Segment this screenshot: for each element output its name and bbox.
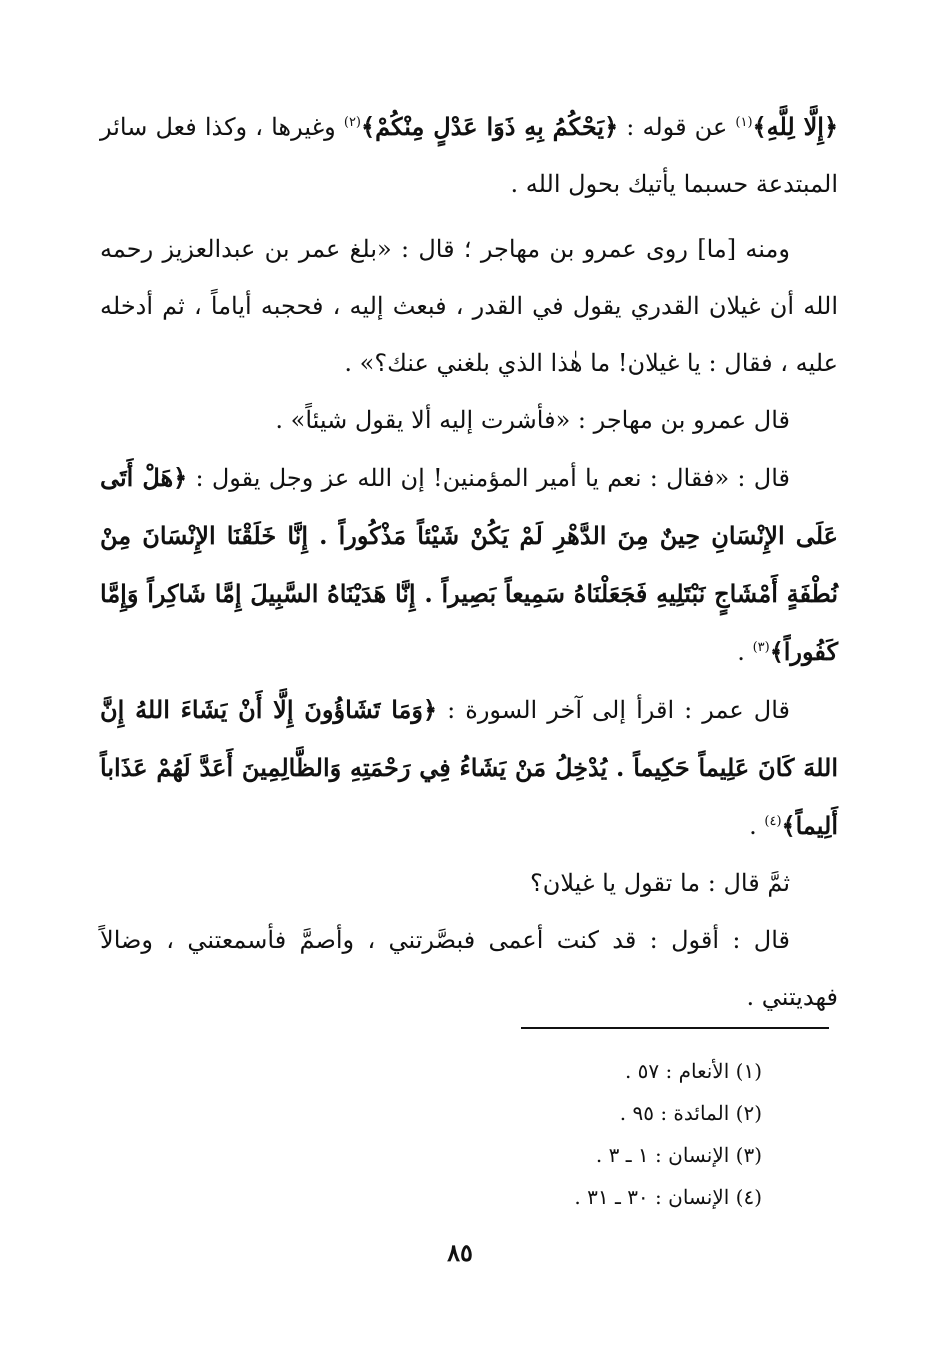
footnotes [480,1050,762,1218]
paragraph-text: وغيرها ، وكذا فعل سائر المبتدعة حسبما يأتيك بحول الله . [100,113,838,198]
footnote-ref-1: (١) [735,115,753,130]
paragraph-6: ثمَّ قال : ما تقول يا غيلان؟ [529,869,790,897]
quran-quote: ﴿إِلَّا لِلَّهِ﴾ [752,112,839,141]
main-text [100,98,838,1026]
paragraph-text: . [737,638,753,666]
quran-quote: ﴿يَحْكُمُ بِهِ ذَوَا عَدْلٍ مِنْكُمْ﴾ [361,112,619,141]
paragraph-text: عن قوله : [618,113,736,141]
footnote-1: (١) الأنعام : ٥٧ . [624,1059,762,1083]
paragraph-text: قال : «فقال : نعم يا أمير المؤمنين! إن الله عز وجل يقول : [187,464,790,492]
paragraph-7: قال : أقول : قد كنت أعمى فبصَّرتني ، وأصمَّ فأسمعتني ، وضالاً فهديتني . [100,926,838,1011]
paragraph-text: قال عمر : اقرأ إلى آخر السورة : [437,696,790,724]
footnote-ref-3: (٣) [752,640,770,655]
footnote-2: (٢) المائدة : ٩٥ . [619,1101,762,1125]
paragraph-4 [100,449,838,681]
quran-quote: ﴿هَلْ أَتَى عَلَى الإِنْسَانِ حِينٌ مِنَ الدَّهْرِ لَمْ يَكُنْ شَيْئاً مَذْكُوراً . إِنَّا خَلَقْنَا الإِنْسَانَ مِنْ نُطْفَةٍ أَمْشَاجٍ نَبْتَلِيهِ فَجَعَلْنَاهُ سَمِيعاً بَصِيراً . إِنَّا هَدَيْنَاهُ السَّبِيلَ إِمَّا شَاكِراً وَإِمَّا كَفُوراً﴾ [100,463,838,666]
paragraph-2: ومنه [ما] روى عمرو بن مهاجر ؛ قال : «بلغ عمر بن عبدالعزيز رحمه الله أن غيلان القدري يقول في القدر ، فبعث إليه ، فحجبه أياماً ، ثم أدخله عليه ، فقال : يا غيلان! ما هٰذا الذي بلغني عنك؟» . [100,235,838,377]
paragraph-3: قال عمرو بن مهاجر : «فأشرت إليه ألا يقول شيئاً» . [275,406,790,434]
footnote-3: (٣) الإنسان : ١ ـ ٣ . [595,1143,762,1167]
paragraph-5 [100,681,838,855]
quran-quote: ﴿وَمَا تَشَاؤُونَ إِلَّا أَنْ يَشَاءَ اللهُ إِنَّ اللهَ كَانَ عَلِيماً حَكِيماً . يُدْخِلُ مَنْ يَشَاءُ فِي رَحْمَتِهِ وَالظَّالِمِينَ أَعَدَّ لَهُمْ عَذَاباً أَلِيماً﴾ [100,695,838,840]
paragraph-text: . [749,812,765,840]
paragraph-1 [100,98,838,213]
footnote-4: (٤) الإنسان : ٣٠ ـ ٣١ . [574,1185,762,1209]
page-number: ٨٥ [447,1238,473,1267]
footnote-ref-4: (٤) [764,814,782,829]
footnote-ref-2: (٢) [343,115,361,130]
footnote-divider [521,1027,829,1029]
